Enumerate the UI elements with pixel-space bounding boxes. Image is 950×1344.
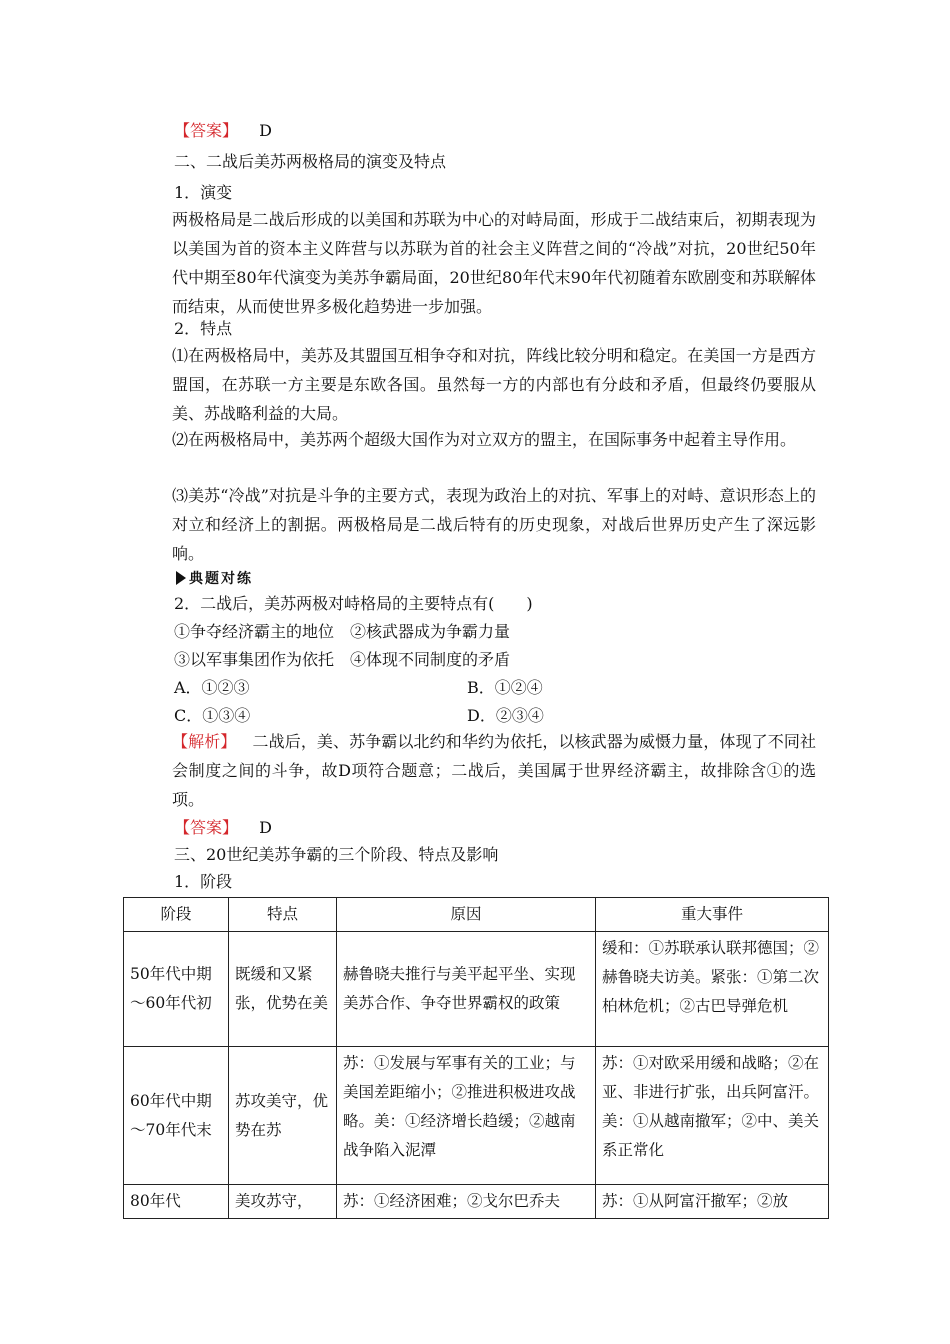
stages-table [123,897,829,1219]
subheading-evolution: 1．演变 [174,183,233,202]
cell-stage: 80年代 [124,1185,229,1219]
feature-point-1 [140,341,816,428]
header-reason: 原因 [337,898,596,932]
choice-c: C．①③④ [174,706,251,725]
feature-text-3: ⑶美苏“冷战”对抗是斗争的主要方式，表现为政治上的对抗、军事上的对峙、意识形态上的对立和经济上的割据。两极格局是二战后特有的历史现象，对战后世界历史产生了深远影响。 [172,486,816,563]
cell-feature: 美攻苏守， [229,1185,337,1219]
paragraph-text: 两极格局是二战后形成的以美国和苏联为中心的对峙局面，形成于二战结束后，初期表现为以美国为首的资本主义阵营与以苏联为首的社会主义阵营之间的“冷战”对抗，20世纪50年代中期至80年代演变为美苏争霸局面，20世纪80年代末90年代初随着东欧剧变和苏联解体而结束，从而使世界多极化趋势进一步加强。 [172,210,816,316]
answer-value-2: D [259,818,272,837]
section-title-2: 二、二战后美苏两极格局的演变及特点 [174,152,447,171]
feature-point-3 [140,481,816,568]
header-stage: 阶段 [124,898,229,932]
cell-stage: 50年代中期～60年代初 [124,932,229,1047]
answer-tag: 【答案】 [174,121,239,140]
cell-stage: 60年代中期～70年代末 [124,1047,229,1185]
answer-line-2 [174,818,272,838]
paragraph-evolution [140,205,816,321]
analysis-text: 二战后，美、苏争霸以北约和华约为依托，以核武器为威慑力量，体现了不同社会制度之间的斗争，故D项符合题意；二战后，美国属于世界经济霸主，故排除含①的选项。 [172,732,816,809]
subheading-stages: 1．阶段 [174,872,233,891]
subheading-features: 2．特点 [174,319,233,338]
answer-value: D [259,121,272,140]
answer-tag-2: 【答案】 [174,818,239,837]
answer-line-1 [174,121,272,141]
cell-reason: 苏：①经济困难；②戈尔巴乔夫 [337,1185,596,1219]
table-row [124,932,829,1047]
section-title-3: 三、20世纪美苏争霸的三个阶段、特点及影响 [174,845,499,864]
table-row [124,1185,829,1219]
analysis-body [140,727,816,814]
badge-label: 典题对练 [189,571,253,587]
feature-text-1: ⑴在两极格局中，美苏及其盟国互相争夺和对抗，阵线比较分明和稳定。在美国一方是西方盟国，在苏联一方主要是东欧各国。虽然每一方的内部也有分歧和矛盾，但最终仍要服从美、苏战略利益的大局。 [172,346,816,423]
table-row [124,1047,829,1185]
cell-feature: 苏攻美守，优势在苏 [229,1047,337,1185]
cell-events: 苏：①从阿富汗撤军；②放 [596,1185,829,1219]
choice-a: A．①②③ [174,678,250,697]
options-line-1: ①争夺经济霸主的地位 ②核武器成为争霸力量 [174,622,511,641]
cell-events: 缓和：①苏联承认联邦德国；②赫鲁晓夫访美。紧张：①第二次柏林危机；②古巴导弹危机 [596,932,829,1047]
play-arrow-icon [176,571,186,585]
header-events: 重大事件 [596,898,829,932]
options-line-2: ③以军事集团作为依托 ④体现不同制度的矛盾 [174,650,511,669]
cell-events: 苏：①对欧采用缓和战略；②在亚、非进行扩张，出兵阿富汗。美：①从越南撤军；②中、美关系正常化 [596,1047,829,1185]
analysis-tag: 【解析】 [172,732,237,751]
cell-reason: 苏：①发展与军事有关的工业；与美国差距缩小；②推进积极进攻战略。美：①经济增长趋缓；②越南战争陷入泥潭 [337,1047,596,1185]
analysis-paragraph [140,727,816,814]
cell-reason: 赫鲁晓夫推行与美平起平坐、实现美苏合作、争夺世界霸权的政策 [337,932,596,1047]
exercise-badge [176,568,253,588]
feature-text-2: ⑵在两极格局中，美苏两个超级大国作为对立双方的盟主，在国际事务中起着主导作用。 [172,430,797,449]
header-feature: 特点 [229,898,337,932]
cell-feature: 既缓和又紧张，优势在美 [229,932,337,1047]
choice-b: B．①②④ [467,678,543,697]
table-header-row [124,898,829,932]
feature-point-2 [140,425,816,454]
choice-d: D．②③④ [467,706,544,725]
question-text: 2．二战后，美苏两极对峙格局的主要特点有( ) [174,594,533,613]
